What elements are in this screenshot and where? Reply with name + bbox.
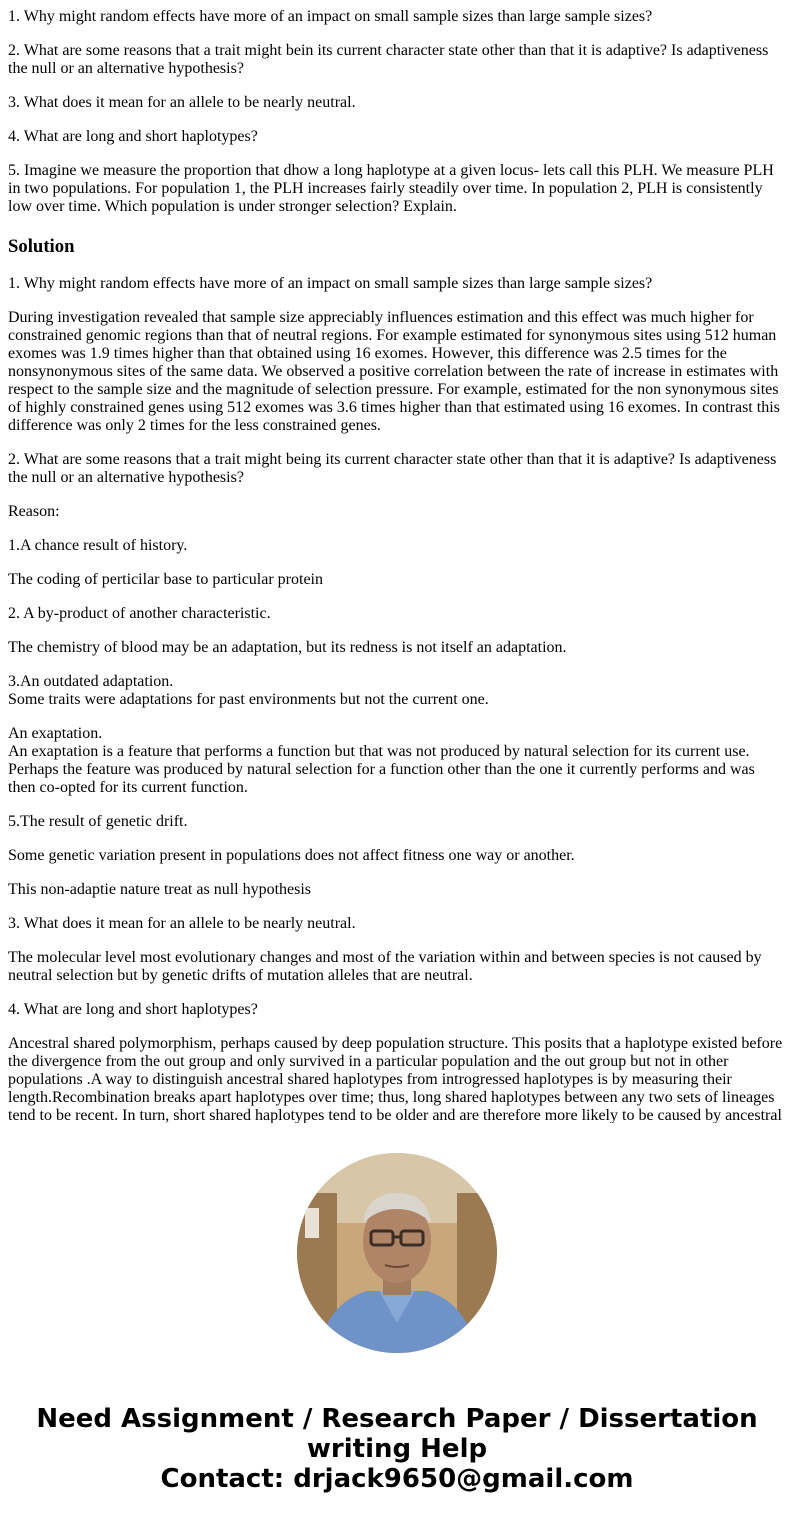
answer-3: The molecular level most evolutionary changes and most of the variation within and between species is not caused by neutral selection but by genetic drifts of mutation alleles that are neutral.	[8, 949, 762, 984]
question-5: 5. Imagine we measure the proportion that dhow a long haplotype at a given locus- lets call this PLH. We measure PLH in two populations. For population 1, the PLH increases fairly steadily over time. In population 2, PLH is consistently low over time. Which population is under stronger selection? Explain.	[8, 162, 774, 215]
solution-question-4: 4. What are long and short haplotypes?	[8, 1001, 258, 1018]
reason-3	[8, 673, 786, 709]
solution-question-1: 1. Why might random effects have more of an impact on small sample sizes than large sample sizes?	[8, 275, 653, 292]
promo-line-1: Need Assignment / Research Paper / Dissertation	[36, 1404, 758, 1434]
promo-banner	[0, 1404, 794, 1494]
promo-contact: Contact: drjack9650@gmail.com	[160, 1464, 634, 1494]
answer-4: Ancestral shared polymorphism, perhaps caused by deep population structure. This posits that a haplotype existed before the divergence from the out group and only survived in a particular population and the out group but not in other populations .A way to distinguish ancestral shared haplotypes from introgressed haplotypes is by measuring their length.Recombination breaks apart haplotypes over time; thus, long shared haplotypes between any two sets of lineages tend to be recent. In turn, short shared haplotypes tend to be older and are therefore more likely to be caused by ancestral	[8, 1035, 783, 1123]
question-4: 4. What are long and short haplotypes?	[8, 128, 258, 145]
reason-1-text: The coding of perticilar base to particular protein	[8, 571, 323, 588]
null-hypothesis-note: This non-adaptie nature treat as null hypothesis	[8, 881, 312, 898]
reason-5-text: Some genetic variation present in populations does not affect fitness one way or another.	[8, 847, 575, 864]
author-portrait-image	[297, 1153, 497, 1353]
author-avatar	[297, 1153, 497, 1353]
answer-1: During investigation revealed that sample size appreciably influences estimation and this effect was much higher for constrained genomic regions than that of neutral regions. For example estimated for synonymous sites using 512 human exomes was 1.9 times higher than that obtained using 16 exomes. However, this difference was 2.5 times for the nonsynonymous sites of the same data. We observed a positive correlation between the rate of increase in estimates with respect to the sample size and the magnitude of selection pressure. For example, estimated for the non synonymous sites of highly constrained genes using 512 exomes was 3.6 times higher than that estimated using 16 exomes. In contrast this difference was only 2 times for the less constrained genes.	[8, 309, 780, 434]
question-1: 1. Why might random effects have more of an impact on small sample sizes than large sample sizes?	[8, 8, 653, 25]
document-body	[8, 0, 786, 1123]
question-3: 3. What does it mean for an allele to be nearly neutral.	[8, 94, 356, 111]
reason-1-title: 1.A chance result of history.	[8, 537, 188, 554]
reason-3-text: Some traits were adaptations for past environments but not the current one.	[8, 691, 489, 708]
reason-2-text: The chemistry of blood may be an adaptation, but its redness is not itself an adaptation.	[8, 639, 567, 656]
question-2: 2. What are some reasons that a trait might bein its current character state other than that it is adaptive? Is adaptiveness the null or an alternative hypothesis?	[8, 42, 769, 77]
reason-2-title: 2. A by-product of another characteristic.	[8, 605, 271, 622]
solution-question-2: 2. What are some reasons that a trait might being its current character state other than that it is adaptive? Is adaptiveness the null or an alternative hypothesis?	[8, 451, 777, 486]
reason-4-text: An exaptation is a feature that performs a function but that was not produced by natural selection for its current use. Perhaps the feature was produced by natural selection for a function other than the one it currently performs and was then co-opted for its current function.	[8, 743, 755, 796]
reason-label: Reason:	[8, 503, 60, 520]
reason-5-title: 5.The result of genetic drift.	[8, 813, 188, 830]
reason-4	[8, 725, 786, 797]
reason-3-title: 3.An outdated adaptation.	[8, 673, 174, 690]
solution-heading: Solution	[8, 236, 75, 257]
reason-4-title: An exaptation.	[8, 725, 103, 742]
promo-line-2: writing Help	[306, 1434, 488, 1464]
solution-question-3: 3. What does it mean for an allele to be nearly neutral.	[8, 915, 356, 932]
